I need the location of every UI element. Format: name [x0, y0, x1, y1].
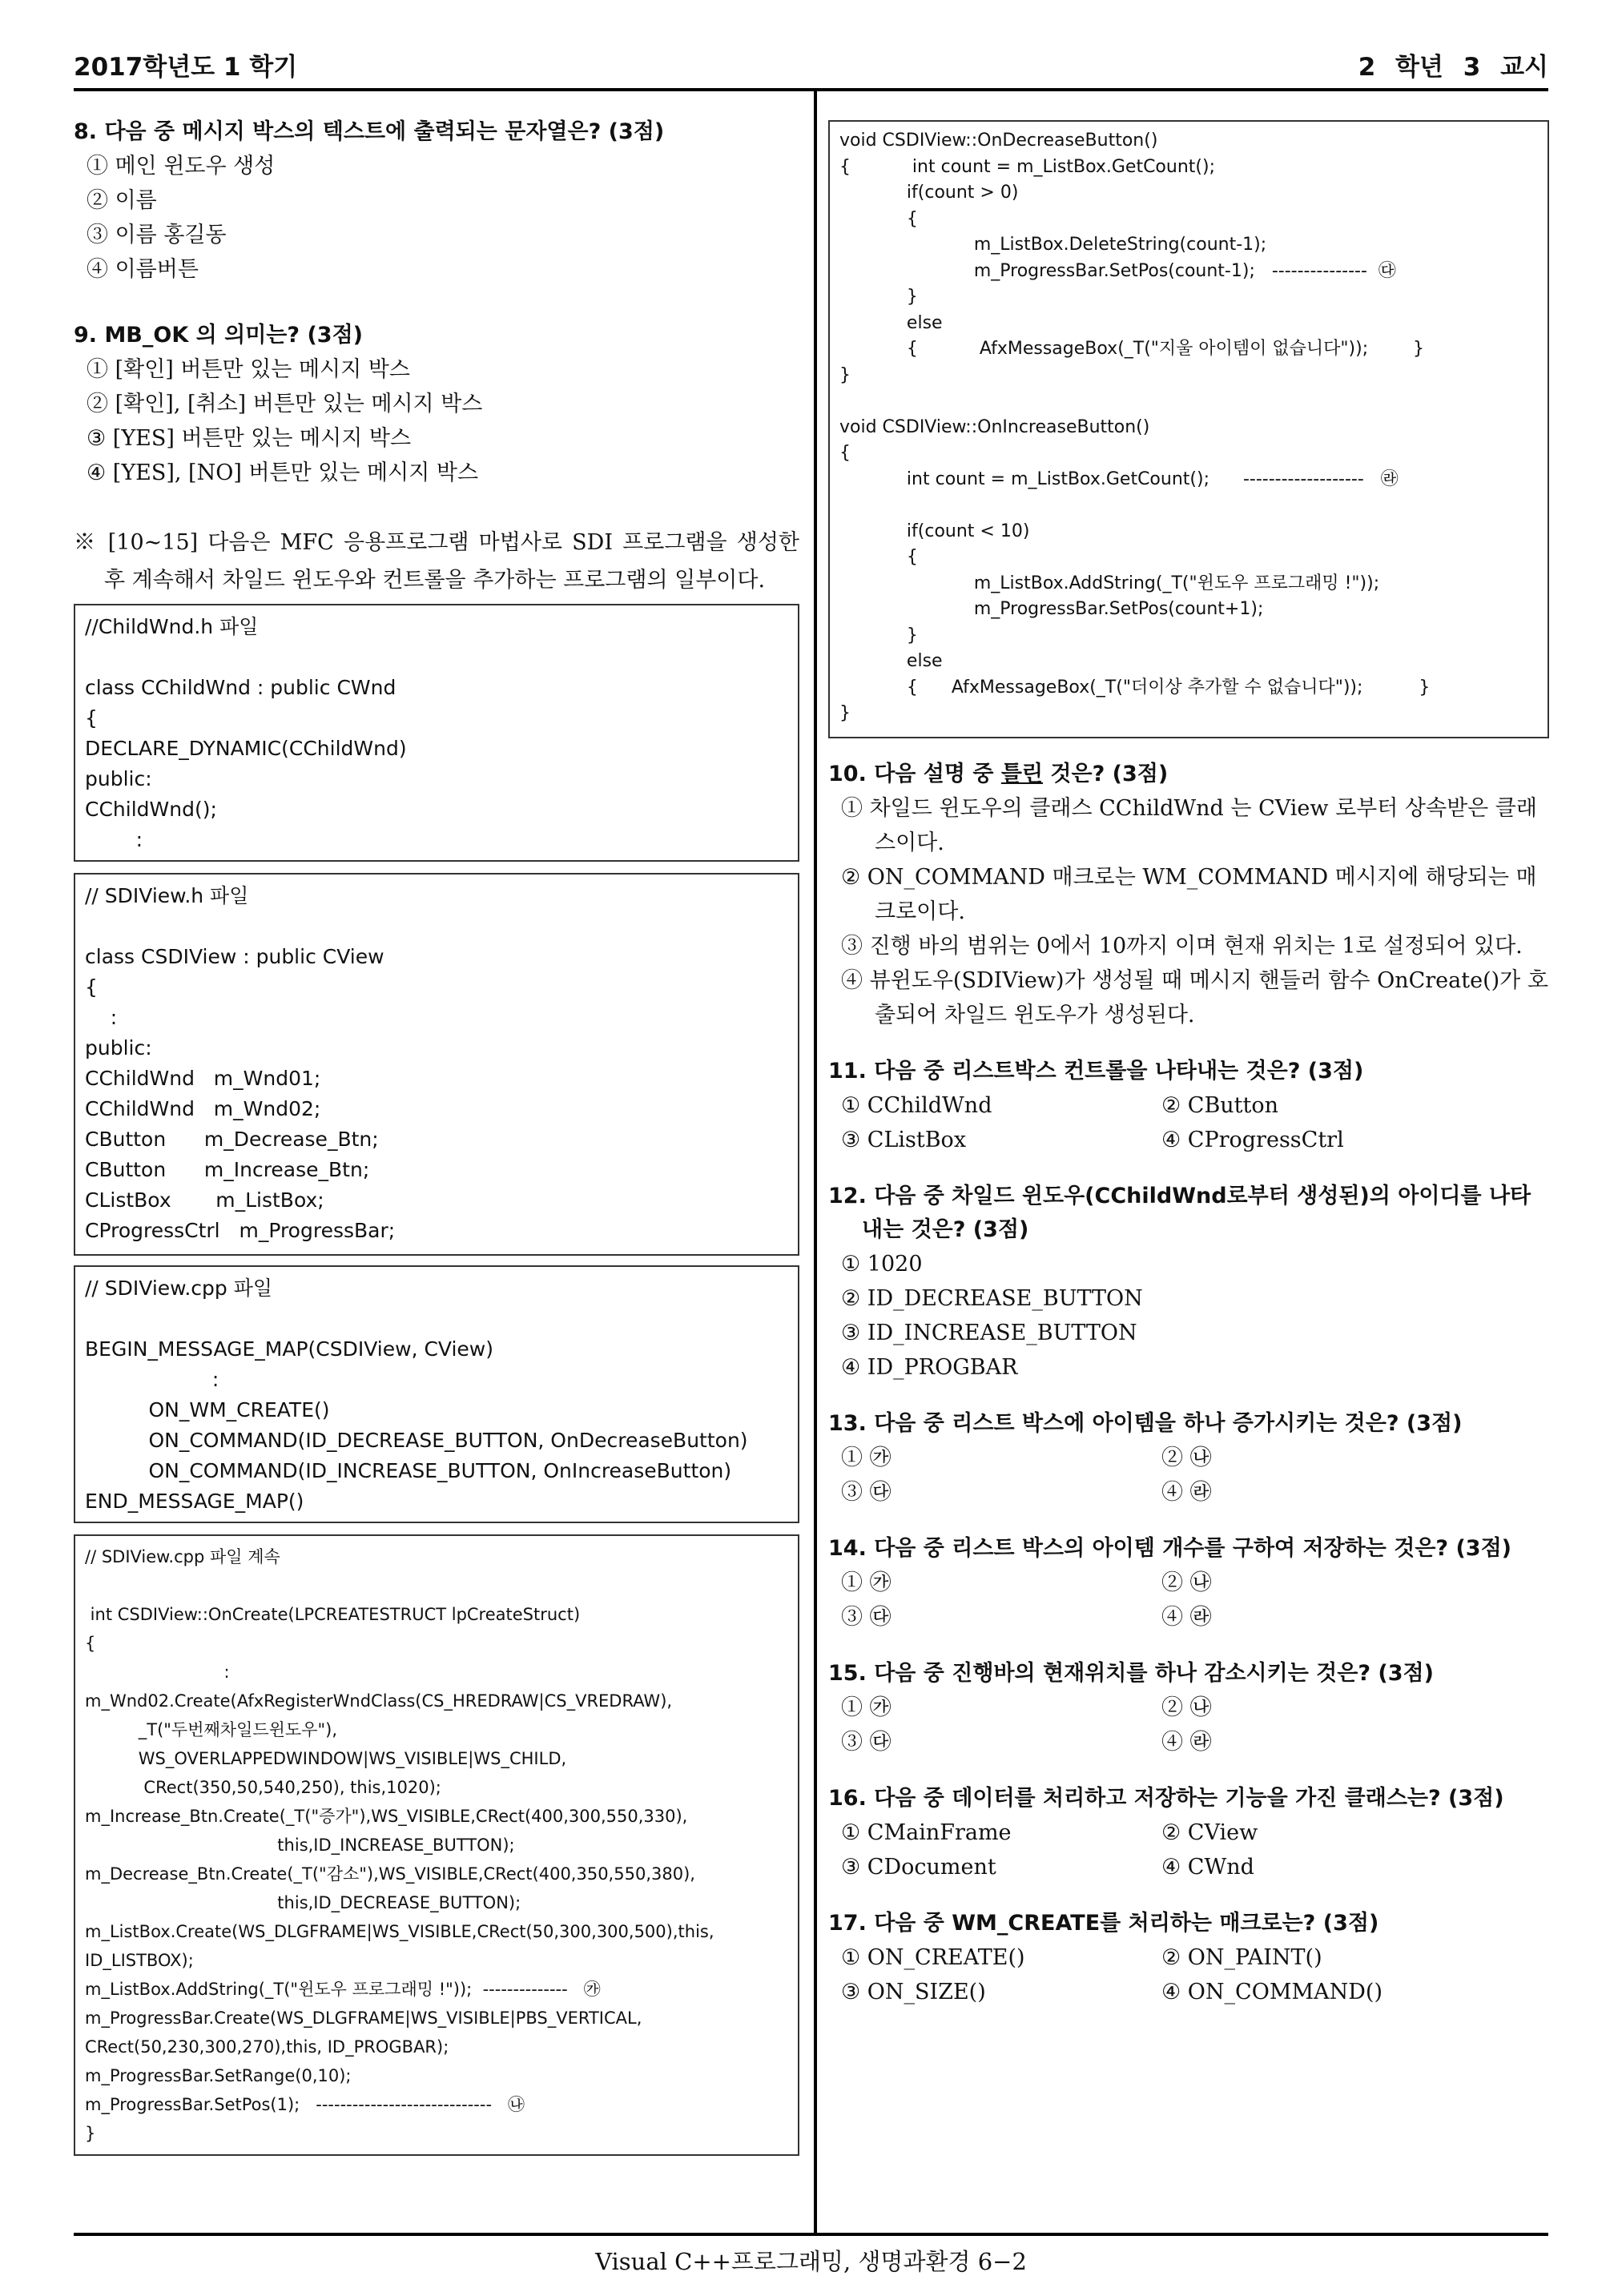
question-title: 8. 다음 중 메시지 박스의 텍스트에 출력되는 문자열은? (3점) [74, 119, 665, 144]
code-line: // SDIView.h 파일 [85, 884, 249, 907]
code-line: BEGIN_MESSAGE_MAP(CSDIView, CView) [85, 1337, 493, 1361]
code-box-sdiview-cpp [74, 1265, 799, 1523]
code-line: // SDIView.cpp 파일 [85, 1277, 272, 1300]
code-line: DECLARE_DYNAMIC(CChildWnd) [85, 737, 407, 760]
code-line: } [85, 2124, 96, 2143]
question-title [828, 758, 1549, 791]
section-notice: ※ [10∼15] 다음은 MFC 응용프로그램 마법사로 SDI 프로그램을 생성한 후 계속해서 차일드 윈도우와 컨트롤을 추가하는 프로그램의 일부이다. [74, 530, 799, 593]
options-list [828, 1815, 1549, 1884]
options-list [828, 1441, 1549, 1510]
code-line: { AfxMessageBox(_T("더이상 추가할 수 없습니다")); } [839, 677, 1431, 698]
question-11 [828, 1055, 1549, 1157]
option: ① CMainFrame [841, 1820, 1012, 1845]
code-line: m_Increase_Btn.Create(_T("증가"),WS_VISIBLE,CRect(400,300,550,330), [85, 1807, 688, 1826]
title-prefix: 10. 다음 설명 중 [828, 762, 1001, 786]
code-line: CChildWnd(); [85, 798, 217, 821]
code-line: CRect(350,50,540,250), this,1020); [85, 1778, 441, 1797]
code-line: m_Decrease_Btn.Create(_T("감소"),WS_VISIBLE,CRect(400,350,550,380), [85, 1864, 695, 1884]
code-line: : [85, 1663, 230, 1682]
option: ③ CDocument [841, 1855, 996, 1880]
code-line: { AfxMessageBox(_T("지울 아이템이 없습니다")); } [839, 339, 1425, 359]
code-line: CChildWnd m_Wnd02; [85, 1097, 321, 1120]
option: ① 메인 윈도우 생성 [87, 154, 276, 179]
right-column [828, 94, 1549, 2009]
code-line: else [839, 651, 943, 671]
code-box-oncreate [74, 1534, 799, 2156]
code-line: CProgressCtrl m_ProgressBar; [85, 1219, 396, 1242]
code-box-button-handlers [828, 120, 1549, 738]
code-line: if(count > 0) [839, 183, 1019, 203]
code-line: ON_COMMAND(ID_DECREASE_BUTTON, OnDecreaseButton) [85, 1429, 748, 1452]
code-line [85, 642, 788, 673]
code-line: void CSDIView::OnDecreaseButton() [839, 131, 1158, 151]
code-line: } [839, 625, 918, 645]
option: ② ㉯ [1161, 1570, 1212, 1595]
code-line: m_Wnd02.Create(AfxRegisterWndClass(CS_HREDRAW|CS_VREDRAW), [85, 1691, 673, 1711]
options-list [828, 1566, 1549, 1635]
code-line: : [85, 1368, 219, 1391]
option: ③ ID_INCREASE_BUTTON [841, 1321, 1137, 1345]
option: ② CButton [1161, 1093, 1279, 1118]
option: ① 1020 [841, 1252, 923, 1277]
option: ③ ㉰ [841, 1605, 891, 1630]
option: ④ 뷰윈도우(SDIView)가 생성될 때 메시지 핸들러 함수 OnCreate()가 호출되어 차일드 윈도우가 생성된다. [841, 968, 1548, 1027]
code-line: int count = m_ListBox.GetCount(); ------------------- ㉱ [839, 468, 1399, 489]
code-line: m_ProgressBar.SetPos(1); ----------------------------- ㉯ [85, 2095, 525, 2114]
code-line: } [839, 287, 918, 307]
option: ③ CListBox [841, 1128, 967, 1152]
question-title: 16. 다음 중 데이터를 처리하고 저장하는 기능을 가진 클래스는? (3점) [828, 1786, 1504, 1811]
code-line: public: [85, 767, 152, 790]
option: ③ ㉰ [841, 1730, 891, 1755]
code-line: int CSDIView::OnCreate(LPCREATESTRUCT lpCreateStruct) [85, 1605, 581, 1624]
code-line: m_ProgressBar.SetRange(0,10); [85, 2066, 352, 2085]
options-list [828, 1691, 1549, 1759]
title-underlined: 틀린 [1000, 762, 1044, 786]
column-divider [814, 90, 817, 2233]
page-footer: Visual C++프로그래밍, 생명과환경 6−2 [595, 2248, 1027, 2275]
code-line [839, 493, 1538, 519]
option: ① ON_CREATE() [841, 1945, 1025, 1970]
option: ② CView [1161, 1820, 1258, 1845]
code-line: } [839, 703, 851, 723]
question-13 [828, 1407, 1549, 1510]
code-line [85, 1571, 788, 1600]
option: ② 이름 [87, 188, 157, 213]
question-10 [828, 758, 1549, 1032]
code-line: END_MESSAGE_MAP() [85, 1490, 304, 1513]
options-list [828, 1940, 1549, 2009]
question-title: 12. 다음 중 차일드 윈도우(CChildWnd로부터 생성된)의 아이디를 나타내는 것은? (3점) [828, 1184, 1531, 1242]
question-14 [828, 1532, 1549, 1635]
option: ① 차일드 윈도우의 클래스 CChildWnd 는 CView 로부터 상속받은 클래스이다. [841, 796, 1537, 855]
code-line: if(count < 10) [839, 521, 1030, 541]
code-line: m_ListBox.DeleteString(count-1); [839, 235, 1267, 255]
code-line: CButton m_Increase_Btn; [85, 1158, 370, 1181]
option: ④ CWnd [1161, 1855, 1254, 1880]
left-column [74, 94, 799, 2156]
code-line: m_ProgressBar.SetPos(count+1); [839, 599, 1264, 619]
question-9 [74, 319, 799, 490]
code-line: public: [85, 1036, 152, 1060]
question-title: 11. 다음 중 리스트박스 컨트롤을 나타내는 것은? (3점) [828, 1059, 1364, 1084]
question-8 [74, 115, 799, 287]
code-box-sdiview-h [74, 873, 799, 1256]
question-15 [828, 1657, 1549, 1759]
code-line [85, 911, 788, 942]
code-line: WS_OVERLAPPEDWINDOW|WS_VISIBLE|WS_CHILD, [85, 1749, 567, 1768]
question-title: 13. 다음 중 리스트 박스에 아이템을 하나 증가시키는 것은? (3점) [828, 1411, 1463, 1436]
question-17 [828, 1907, 1549, 2009]
option: ③ ON_SIZE() [841, 1980, 986, 2004]
options-list [828, 1088, 1549, 1157]
option: ① ㉮ [841, 1695, 891, 1720]
option: ① CChildWnd [841, 1093, 992, 1118]
code-line: } [839, 364, 851, 385]
code-box-childwnd-h [74, 604, 799, 862]
question-title: 17. 다음 중 WM_CREATE를 처리하는 매크로는? (3점) [828, 1911, 1379, 1936]
header-rule [74, 88, 1548, 91]
page-header [74, 46, 1548, 86]
option: ④ ㉱ [1161, 1730, 1212, 1755]
option: ③ [YES] 버튼만 있는 메시지 박스 [87, 426, 412, 451]
code-line: else [839, 312, 943, 333]
code-line: ON_COMMAND(ID_INCREASE_BUTTON, OnIncreaseButton) [85, 1459, 732, 1482]
option: ② ㉯ [1161, 1695, 1212, 1720]
option: ③ 진행 바의 범위는 0에서 10까지 이며 현재 위치는 1로 설정되어 있다. [841, 934, 1523, 959]
code-line: m_ListBox.AddString(_T("윈도우 프로그래밍 !")); [839, 573, 1380, 593]
option: ② ㉯ [1161, 1446, 1212, 1470]
option: ③ 이름 홍길동 [87, 223, 227, 247]
code-line: { [839, 443, 851, 463]
option: ② [확인], [취소] 버튼만 있는 메시지 박스 [87, 392, 483, 416]
code-line: { [839, 208, 918, 229]
code-line: class CChildWnd : public CWnd [85, 676, 396, 699]
code-line: class CSDIView : public CView [85, 945, 384, 968]
option: ① ㉮ [841, 1570, 891, 1595]
question-title: 9. MB_OK 의 의미는? (3점) [74, 323, 364, 348]
option: ④ CProgressCtrl [1161, 1128, 1344, 1152]
options-list [828, 1247, 1549, 1385]
footer-rule [74, 2233, 1548, 2236]
option: ④ [YES], [NO] 버튼만 있는 메시지 박스 [87, 460, 479, 485]
option: ② ON_PAINT() [1161, 1945, 1322, 1970]
code-line: { [85, 706, 98, 730]
option: ④ 이름버튼 [87, 257, 199, 282]
code-line [839, 388, 1538, 415]
code-line: ID_LISTBOX); [85, 1951, 194, 1970]
code-line: CChildWnd m_Wnd01; [85, 1067, 321, 1090]
code-line: CRect(50,230,300,270),this, ID_PROGBAR); [85, 2037, 449, 2057]
options-list [828, 791, 1549, 1032]
code-line: CListBox m_ListBox; [85, 1188, 324, 1212]
code-line: CButton m_Decrease_Btn; [85, 1128, 379, 1151]
option: ① ㉮ [841, 1446, 891, 1470]
semester-label: 2017학년도 1 학기 [74, 53, 298, 82]
code-line: this,ID_INCREASE_BUTTON); [85, 1836, 515, 1855]
option: ④ ID_PROGBAR [841, 1355, 1018, 1380]
title-suffix: 것은? (3점) [1043, 762, 1169, 786]
grade-period-label: 2 학년 3 교시 [1358, 53, 1548, 82]
code-line: _T("두번째차일드윈도우"), [85, 1720, 338, 1739]
code-line: { [85, 1634, 96, 1653]
question-title: 14. 다음 중 리스트 박스의 아이템 개수를 구하여 저장하는 것은? (3점) [828, 1536, 1512, 1561]
code-line: m_ProgressBar.Create(WS_DLGFRAME|WS_VISIBLE|PBS_VERTICAL, [85, 2008, 642, 2028]
code-line: m_ListBox.Create(WS_DLGFRAME|WS_VISIBLE,CRect(50,300,300,500),this, [85, 1922, 714, 1941]
question-16 [828, 1782, 1549, 1884]
option: ④ ㉱ [1161, 1480, 1212, 1505]
question-title: 15. 다음 중 진행바의 현재위치를 하나 감소시키는 것은? (3점) [828, 1661, 1434, 1686]
option: ④ ON_COMMAND() [1161, 1980, 1383, 2004]
code-line: this,ID_DECREASE_BUTTON); [85, 1893, 521, 1912]
code-line: m_ListBox.AddString(_T("윈도우 프로그래밍 !")); -------------- ㉮ [85, 1980, 601, 1999]
option: ① [확인] 버튼만 있는 메시지 박스 [87, 357, 410, 382]
options-list [74, 149, 799, 287]
code-line: m_ProgressBar.SetPos(count-1); --------------- ㉰ [839, 260, 1396, 281]
code-line: { [85, 975, 98, 999]
option: ④ ㉱ [1161, 1605, 1212, 1630]
code-line [85, 1304, 788, 1334]
code-line: : [85, 1006, 118, 1029]
code-line: { [839, 547, 918, 567]
code-line: //ChildWnd.h 파일 [85, 615, 259, 638]
option: ② ON_COMMAND 매크로는 WM_COMMAND 메시지에 해당되는 매크로이다. [841, 865, 1537, 924]
code-line: ON_WM_CREATE() [85, 1398, 330, 1421]
code-line: { int count = m_ListBox.GetCount(); [839, 156, 1215, 177]
option: ② ID_DECREASE_BUTTON [841, 1286, 1143, 1311]
option: ③ ㉰ [841, 1480, 891, 1505]
options-list [74, 352, 799, 490]
code-line: void CSDIView::OnIncreaseButton() [839, 416, 1150, 437]
code-line: : [85, 828, 143, 851]
code-line: // SDIView.cpp 파일 계속 [85, 1547, 280, 1566]
question-12 [828, 1180, 1549, 1385]
